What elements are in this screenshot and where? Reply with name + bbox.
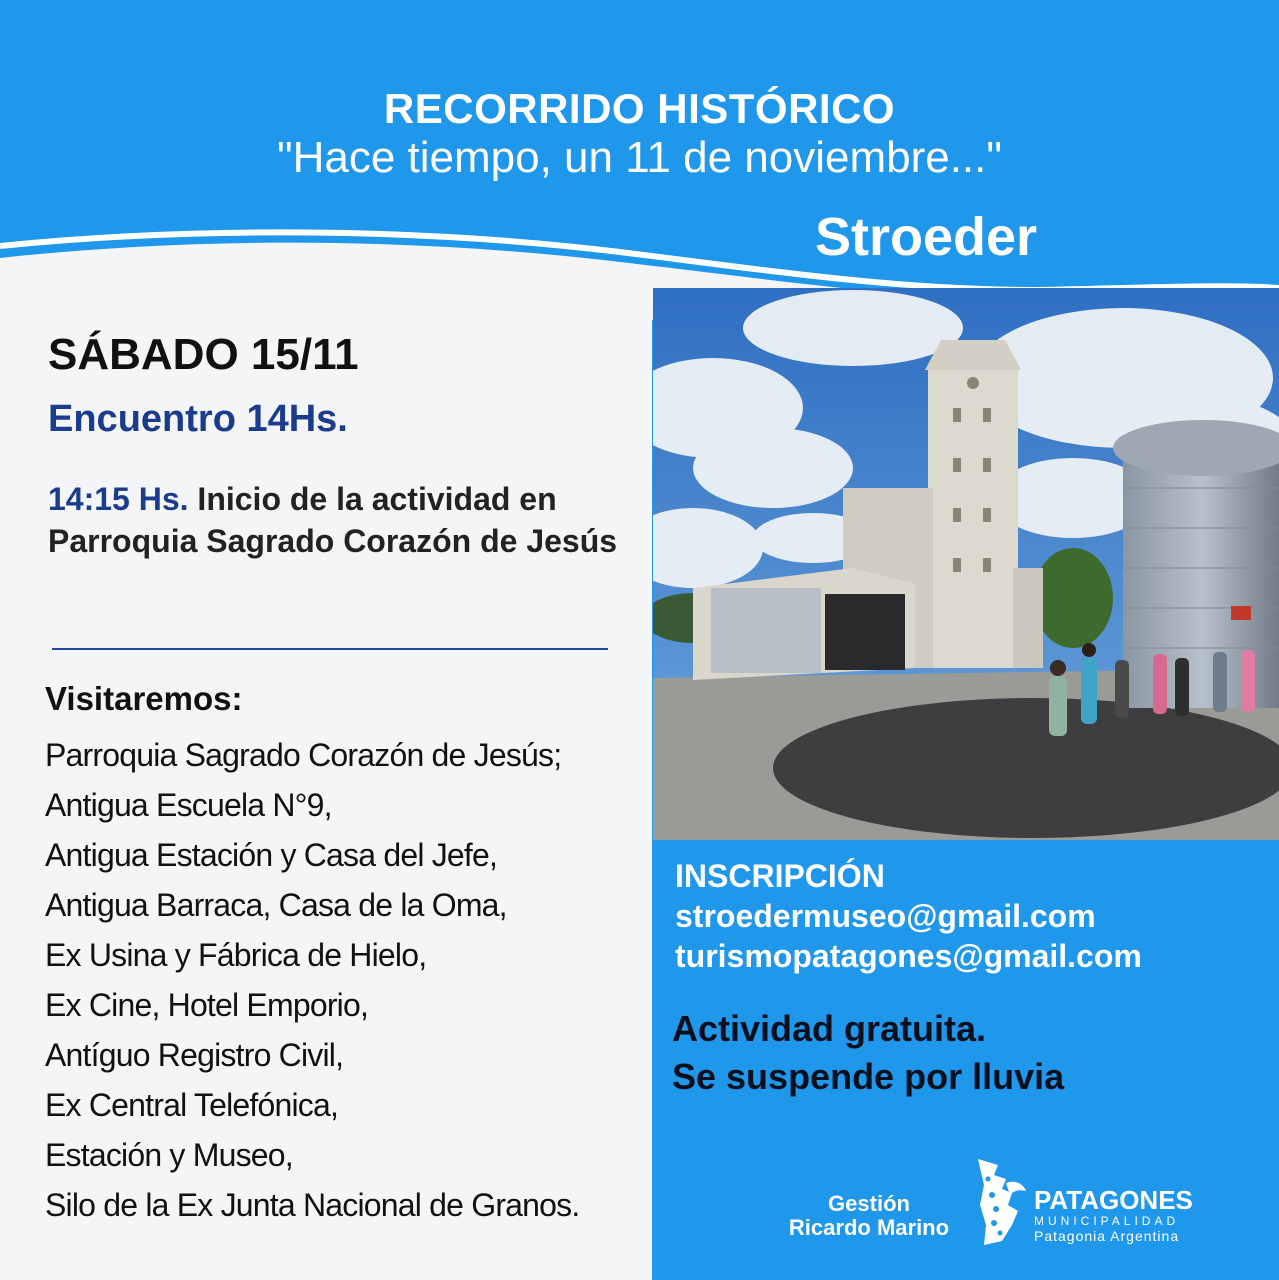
patagones-logo-icon [972,1155,1028,1247]
registration-email[interactable]: turismopatagones@gmail.com [675,938,1142,974]
visit-item: Estación y Museo, [45,1137,293,1173]
event-date: SÁBADO 15/11 [48,330,359,379]
town-name: Stroeder [815,207,1038,267]
visit-item: Antigua Barraca, Casa de la Oma, [45,887,507,923]
free-activity-note: Actividad gratuita. [672,1008,987,1049]
visit-item: Antigua Escuela N°9, [45,787,332,823]
gestion-line1: Gestión [828,1191,910,1216]
gestion-line2: Ricardo Marino [788,1215,950,1240]
visit-item: Ex Central Telefónica, [45,1087,339,1123]
registration-email[interactable]: stroedermuseo@gmail.com [675,898,1096,934]
visit-item: Silo de la Ex Junta Nacional de Granos. [45,1187,580,1223]
divider [52,648,608,650]
start-time: 14:15 Hs. [48,481,189,517]
visit-item: Ex Cine, Hotel Emporio, [45,987,369,1023]
start-text: Inicio de la actividad en Parroquia Sagrado Corazón de Jesús [48,481,618,559]
visits-title: Visitaremos: [45,680,243,717]
visit-item: Parroquia Sagrado Corazón de Jesús; [45,737,562,773]
registration-title: INSCRIPCIÓN [675,858,885,894]
gestion-credit [776,1192,962,1240]
tour-photo [653,288,1279,840]
start-info [48,478,628,562]
brand-region: Patagonia Argentina [1034,1228,1180,1244]
visit-item: Antigua Estación y Casa del Jefe, [45,837,498,873]
rain-cancel-note: Se suspende por lluvia [672,1056,1065,1097]
visit-item: Ex Usina y Fábrica de Hielo, [45,937,427,973]
event-title: RECORRIDO HISTÓRICO [383,85,896,132]
brand-subtitle: MUNICIPALIDAD [1034,1214,1180,1228]
grain-elevator-photo [653,288,1279,840]
brand-name: PATAGONES [1034,1185,1193,1215]
meeting-time: Encuentro 14Hs. [48,398,348,440]
patagones-brand [1034,1186,1193,1244]
event-subtitle: "Hace tiempo, un 11 de noviembre..." [276,133,1003,182]
visit-item: Antíguo Registro Civil, [45,1037,344,1073]
header [0,86,1279,184]
visits-list [45,730,579,1230]
